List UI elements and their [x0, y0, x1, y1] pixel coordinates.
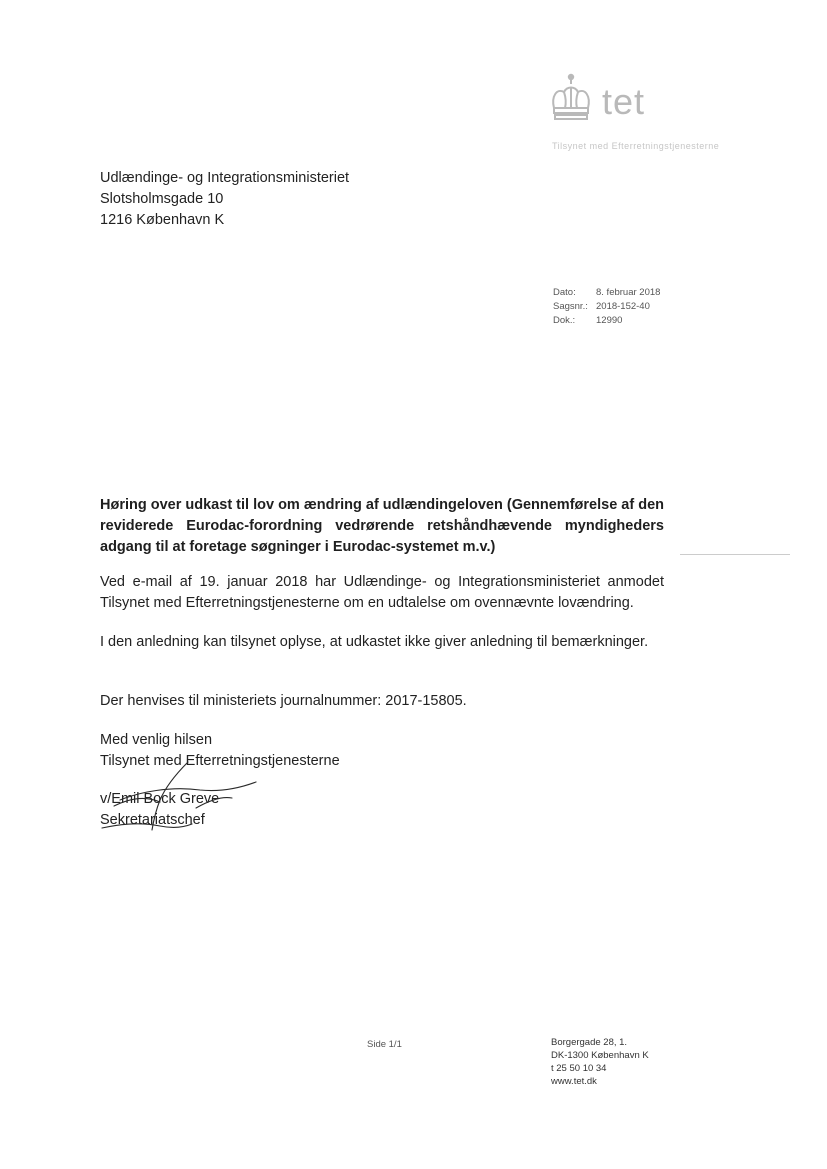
- logo-wordmark: tet: [602, 81, 646, 122]
- footer-address-line2: DK-1300 København K: [551, 1050, 649, 1061]
- meta-date-label: Dato:: [553, 287, 576, 298]
- letter-subject: Høring over udkast til lov om ændring af udlændingeloven (Gennemførelse af den reviderede Eurodac-forordning vedrørende retshåndhævende myndigheders adgang til at foretage søgninger i Eurodac-systemet m.v.): [100, 497, 664, 555]
- closing: [100, 730, 340, 772]
- meta-case-value: 2018-152-40: [596, 301, 650, 312]
- signer-title: Sekretariatschef: [100, 812, 205, 828]
- meta-date-row: [553, 286, 660, 300]
- margin-rule: [680, 554, 790, 555]
- logo-tagline: Tilsynet med Efterretningstjenesterne: [552, 141, 720, 151]
- crown-icon: [549, 72, 593, 124]
- recipient-city: 1216 København K: [100, 212, 225, 228]
- footer-phone: t 25 50 10 34: [551, 1063, 607, 1074]
- meta-date-value: 8. februar 2018: [596, 287, 661, 298]
- signer-name: v/Emil Bock Greve: [100, 791, 220, 807]
- body-paragraph-2: I den anledning kan tilsynet oplyse, at udkastet ikke giver anledning til bemærkninger.: [100, 634, 649, 650]
- page-number: Side 1/1: [367, 1039, 402, 1050]
- document-meta: [553, 286, 660, 328]
- recipient-street: Slotsholmsgade 10: [100, 191, 224, 207]
- meta-doc-label: Dok.:: [553, 315, 576, 326]
- logo: [549, 72, 669, 130]
- meta-doc-row: [553, 314, 660, 328]
- footer-address: [551, 1036, 649, 1088]
- closing-greeting: Med venlig hilsen: [100, 732, 213, 748]
- meta-case-label: Sagsnr.:: [553, 301, 588, 312]
- recipient-name: Udlændinge- og Integrationsministeriet: [100, 170, 350, 186]
- footer-website: www.tet.dk: [551, 1076, 597, 1087]
- footer-address-line1: Borgergade 28, 1.: [551, 1037, 628, 1048]
- meta-doc-value: 12990: [596, 315, 623, 326]
- recipient-address: [100, 168, 349, 231]
- body-paragraph-3: Der henvises til ministeriets journalnummer: 2017-15805.: [100, 693, 467, 709]
- signer-block: [100, 789, 219, 831]
- closing-org: Tilsynet med Efterretningstjenesterne: [100, 753, 340, 769]
- meta-case-row: [553, 300, 660, 314]
- body-paragraph-1: Ved e-mail af 19. januar 2018 har Udlændinge- og Integrationsministeriet anmodet Tilsynet med Efterretningstjenesterne om en udtalelse om ovennævnte lovændring.: [100, 574, 664, 611]
